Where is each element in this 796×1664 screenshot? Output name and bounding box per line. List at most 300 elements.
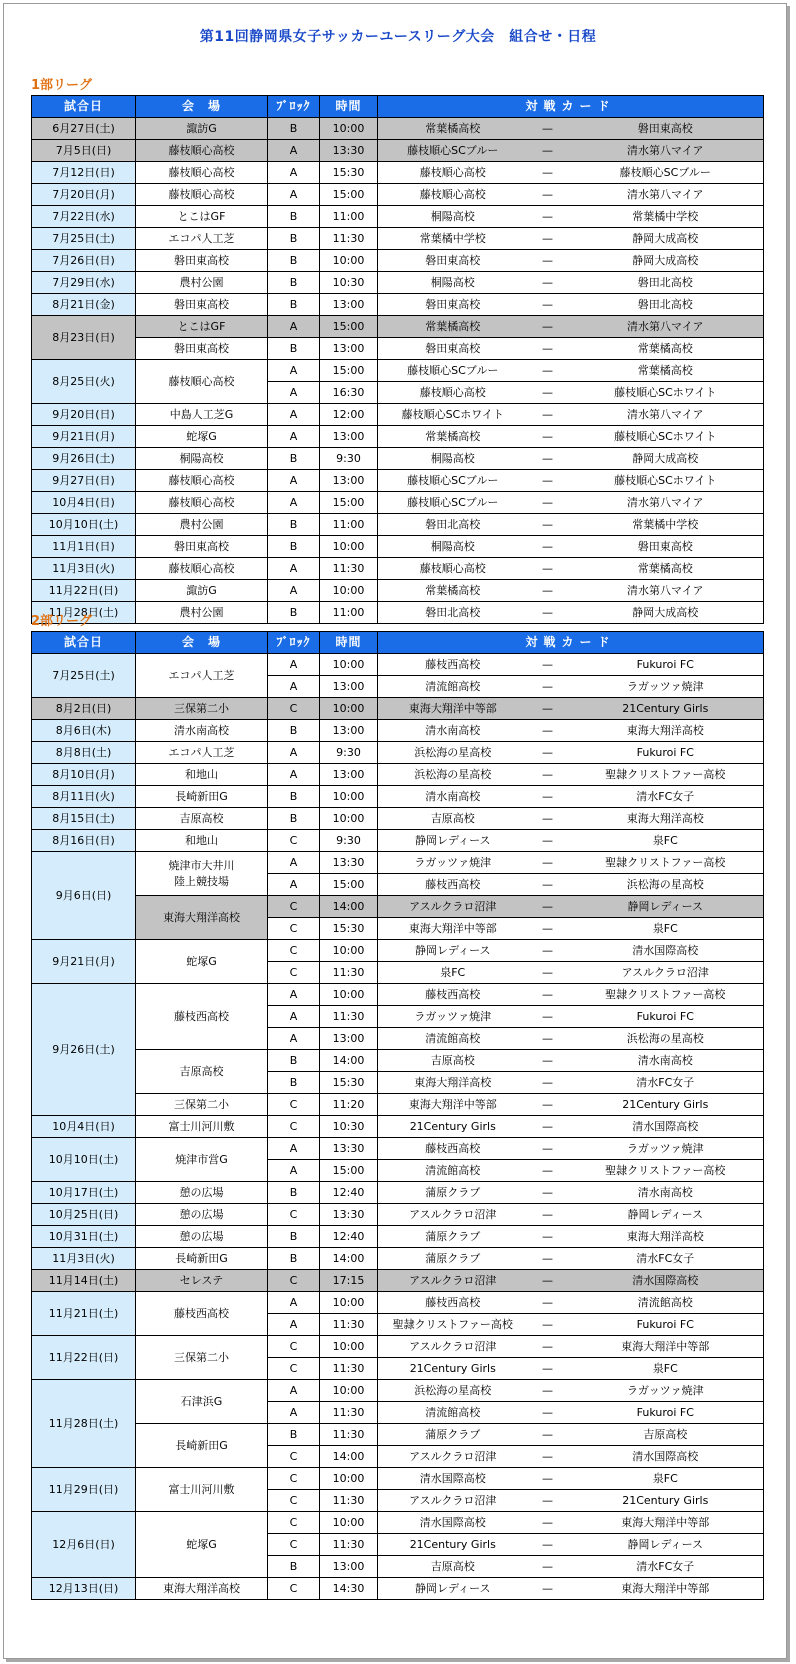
match-row (32, 1138, 764, 1160)
match-venue: エコパ人工芝 (136, 228, 268, 250)
away-team: 磐田東高校 (568, 536, 764, 558)
match-row (32, 316, 764, 338)
match-row (32, 448, 764, 470)
match-time: 11:20 (320, 1094, 378, 1116)
home-team: 藤枝順心SCブルー (378, 360, 528, 382)
match-venue-line2: 陸上競技場 (174, 874, 229, 888)
match-time: 11:30 (320, 1424, 378, 1446)
match-block: B (268, 338, 320, 360)
match-row (32, 1182, 764, 1204)
versus-dash: — (528, 250, 568, 272)
away-team: 藤枝順心SCホワイト (568, 426, 764, 448)
match-time: 15:30 (320, 1072, 378, 1094)
home-team: 磐田北高校 (378, 602, 528, 624)
versus-dash: — (528, 984, 568, 1006)
league1-table (31, 95, 764, 624)
match-row (32, 140, 764, 162)
home-team: 東海大翔洋高校 (378, 1072, 528, 1094)
versus-dash: — (528, 764, 568, 786)
versus-dash: — (528, 1490, 568, 1512)
match-time: 11:30 (320, 1006, 378, 1028)
versus-dash: — (528, 602, 568, 624)
home-team: 清水国際高校 (378, 1468, 528, 1490)
home-team: 静岡レディース (378, 830, 528, 852)
away-team: 清水国際高校 (568, 1446, 764, 1468)
home-team: 静岡レディース (378, 940, 528, 962)
match-row (32, 830, 764, 852)
match-block: B (268, 602, 320, 624)
versus-dash: — (528, 1512, 568, 1534)
match-date: 11月14日(土) (32, 1270, 136, 1292)
home-team: 浜松海の星高校 (378, 1380, 528, 1402)
match-block: A (268, 140, 320, 162)
away-team: 静岡大成高校 (568, 448, 764, 470)
match-date: 10月25日(日) (32, 1204, 136, 1226)
match-date: 11月28日(土) (32, 1380, 136, 1468)
home-team: 21Century Girls (378, 1116, 528, 1138)
match-date: 9月26日(土) (32, 984, 136, 1116)
match-block: C (268, 1490, 320, 1512)
home-team: 蒲原クラブ (378, 1424, 528, 1446)
match-block: A (268, 1006, 320, 1028)
match-row (32, 294, 764, 316)
match-time: 13:00 (320, 294, 378, 316)
home-team: 常葉橘高校 (378, 316, 528, 338)
match-time: 11:30 (320, 962, 378, 984)
match-row (32, 808, 764, 830)
header-card: 対戦カード (378, 632, 764, 654)
match-time: 15:30 (320, 918, 378, 940)
versus-dash: — (528, 654, 568, 676)
away-team: 静岡大成高校 (568, 602, 764, 624)
home-team: 吉原高校 (378, 1050, 528, 1072)
match-time: 11:30 (320, 1490, 378, 1512)
match-time: 11:30 (320, 558, 378, 580)
versus-dash: — (528, 1292, 568, 1314)
match-block: A (268, 1292, 320, 1314)
match-block: A (268, 1314, 320, 1336)
match-venue: 三保第二小 (136, 1336, 268, 1380)
away-team: Fukuroi FC (568, 1006, 764, 1028)
match-time: 10:00 (320, 654, 378, 676)
away-team: 静岡レディース (568, 1534, 764, 1556)
away-team: ラガッツァ焼津 (568, 1138, 764, 1160)
home-team: 清水国際高校 (378, 1512, 528, 1534)
match-block: B (268, 1050, 320, 1072)
match-block: A (268, 470, 320, 492)
home-team: 蒲原クラブ (378, 1226, 528, 1248)
versus-dash: — (528, 720, 568, 742)
match-date: 8月15日(土) (32, 808, 136, 830)
home-team: 藤枝西高校 (378, 1138, 528, 1160)
versus-dash: — (528, 492, 568, 514)
home-team: アスルクラロ沼津 (378, 1204, 528, 1226)
match-block: B (268, 536, 320, 558)
match-date: 6月27日(土) (32, 118, 136, 140)
away-team: 東海大翔洋高校 (568, 808, 764, 830)
match-block: C (268, 1204, 320, 1226)
match-date: 10月31日(土) (32, 1226, 136, 1248)
header-row (32, 96, 764, 118)
away-team: 清水第八マイア (568, 492, 764, 514)
match-block: A (268, 360, 320, 382)
versus-dash: — (528, 896, 568, 918)
match-time: 12:40 (320, 1182, 378, 1204)
versus-dash: — (528, 426, 568, 448)
match-block: B (268, 720, 320, 742)
match-date: 9月20日(日) (32, 404, 136, 426)
match-venue: 磐田東高校 (136, 536, 268, 558)
match-row (32, 1116, 764, 1138)
home-team: 磐田東高校 (378, 294, 528, 316)
versus-dash: — (528, 272, 568, 294)
away-team: 静岡大成高校 (568, 228, 764, 250)
versus-dash: — (528, 1314, 568, 1336)
home-team: 藤枝順心高校 (378, 382, 528, 404)
match-date: 11月3日(火) (32, 558, 136, 580)
match-date: 7月25日(土) (32, 228, 136, 250)
match-time: 12:00 (320, 404, 378, 426)
home-team: 藤枝順心SCホワイト (378, 404, 528, 426)
away-team: 東海大翔洋高校 (568, 720, 764, 742)
away-team: 清水第八マイア (568, 404, 764, 426)
match-time: 10:00 (320, 808, 378, 830)
match-time: 12:40 (320, 1226, 378, 1248)
versus-dash: — (528, 448, 568, 470)
match-venue: 磐田東高校 (136, 294, 268, 316)
match-row (32, 1578, 764, 1600)
match-date: 8月25日(火) (32, 360, 136, 404)
match-block: B (268, 294, 320, 316)
match-block: B (268, 228, 320, 250)
match-block: A (268, 162, 320, 184)
match-block: B (268, 448, 320, 470)
home-team: 清水南高校 (378, 786, 528, 808)
match-block: A (268, 742, 320, 764)
match-block: B (268, 118, 320, 140)
home-team: アスルクラロ沼津 (378, 1490, 528, 1512)
versus-dash: — (528, 1556, 568, 1578)
versus-dash: — (528, 228, 568, 250)
versus-dash: — (528, 1358, 568, 1380)
home-team: 藤枝順心高校 (378, 558, 528, 580)
match-venue: 農村公園 (136, 272, 268, 294)
match-row (32, 1380, 764, 1402)
match-block: C (268, 918, 320, 940)
versus-dash: — (528, 1534, 568, 1556)
match-date: 7月25日(土) (32, 654, 136, 698)
away-team: 常葉橘高校 (568, 338, 764, 360)
versus-dash: — (528, 1270, 568, 1292)
match-block: A (268, 852, 320, 874)
match-venue: 蛇塚G (136, 940, 268, 984)
away-team: 磐田北高校 (568, 272, 764, 294)
match-date: 7月12日(日) (32, 162, 136, 184)
versus-dash: — (528, 1072, 568, 1094)
home-team: 藤枝順心SCブルー (378, 140, 528, 162)
home-team: 浜松海の星高校 (378, 742, 528, 764)
versus-dash: — (528, 1578, 568, 1600)
match-venue: とこはGF (136, 316, 268, 338)
match-row (32, 698, 764, 720)
match-venue: 桐陽高校 (136, 448, 268, 470)
versus-dash: — (528, 1050, 568, 1072)
match-venue: 長崎新田G (136, 786, 268, 808)
match-time: 10:00 (320, 940, 378, 962)
home-team: 常葉橘中学校 (378, 228, 528, 250)
versus-dash: — (528, 360, 568, 382)
match-date: 10月10日(土) (32, 1138, 136, 1182)
match-row (32, 184, 764, 206)
match-block: B (268, 1556, 320, 1578)
home-team: 藤枝順心高校 (378, 184, 528, 206)
match-date: 9月6日(日) (32, 852, 136, 940)
away-team: 常葉橘高校 (568, 558, 764, 580)
league2-label: 2部リーグ (31, 614, 93, 629)
match-row (32, 1226, 764, 1248)
match-time: 10:00 (320, 580, 378, 602)
away-team: 東海大翔洋高校 (568, 1226, 764, 1248)
match-venue: 磐田東高校 (136, 338, 268, 360)
match-block: B (268, 1182, 320, 1204)
match-time: 15:00 (320, 1160, 378, 1182)
match-venue: 藤枝順心高校 (136, 492, 268, 514)
away-team: 東海大翔洋中等部 (568, 1512, 764, 1534)
match-venue: 長崎新田G (136, 1248, 268, 1270)
match-venue: 憩の広場 (136, 1182, 268, 1204)
match-venue: 藤枝順心高校 (136, 360, 268, 404)
match-row (32, 514, 764, 536)
match-venue: 諏訪G (136, 118, 268, 140)
away-team: Fukuroi FC (568, 1402, 764, 1424)
match-time: 15:30 (320, 162, 378, 184)
match-date: 8月10日(月) (32, 764, 136, 786)
match-date: 9月27日(日) (32, 470, 136, 492)
match-date: 8月6日(木) (32, 720, 136, 742)
home-team: 常葉橘高校 (378, 118, 528, 140)
match-block: C (268, 1358, 320, 1380)
match-venue: 和地山 (136, 830, 268, 852)
match-date: 7月5日(日) (32, 140, 136, 162)
match-block: C (268, 962, 320, 984)
match-venue: 藤枝順心高校 (136, 558, 268, 580)
match-date: 10月10日(土) (32, 514, 136, 536)
match-row (32, 580, 764, 602)
match-time: 15:00 (320, 360, 378, 382)
versus-dash: — (528, 1226, 568, 1248)
match-time: 15:00 (320, 874, 378, 896)
match-time: 13:00 (320, 764, 378, 786)
match-date: 11月3日(火) (32, 1248, 136, 1270)
away-team: 藤枝順心SCホワイト (568, 470, 764, 492)
match-venue: 焼津市営G (136, 1138, 268, 1182)
match-time: 14:30 (320, 1578, 378, 1600)
match-date: 7月20日(月) (32, 184, 136, 206)
match-date: 12月13日(日) (32, 1578, 136, 1600)
match-block: B (268, 808, 320, 830)
match-date: 10月17日(土) (32, 1182, 136, 1204)
match-date: 7月22日(水) (32, 206, 136, 228)
header-block: ﾌﾞﾛｯｸ (268, 632, 320, 654)
home-team: 磐田東高校 (378, 250, 528, 272)
match-time: 10:00 (320, 536, 378, 558)
match-venue: 諏訪G (136, 580, 268, 602)
match-block: B (268, 1226, 320, 1248)
match-date: 9月21日(月) (32, 426, 136, 448)
match-date: 10月4日(日) (32, 492, 136, 514)
match-time: 17:15 (320, 1270, 378, 1292)
match-block: C (268, 940, 320, 962)
match-row (32, 786, 764, 808)
match-row (32, 1204, 764, 1226)
match-date: 11月21日(土) (32, 1292, 136, 1336)
home-team: 常葉橘高校 (378, 426, 528, 448)
away-team: 清流館高校 (568, 1292, 764, 1314)
match-time: 9:30 (320, 830, 378, 852)
versus-dash: — (528, 1204, 568, 1226)
match-row (32, 162, 764, 184)
match-venue: 長崎新田G (136, 1424, 268, 1468)
versus-dash: — (528, 294, 568, 316)
away-team: 聖隷クリストファー高校 (568, 1160, 764, 1182)
away-team: 21Century Girls (568, 698, 764, 720)
match-row (32, 654, 764, 676)
match-row (32, 984, 764, 1006)
header-block: ﾌﾞﾛｯｸ (268, 96, 320, 118)
match-row (32, 1050, 764, 1072)
match-block: A (268, 1138, 320, 1160)
versus-dash: — (528, 470, 568, 492)
versus-dash: — (528, 1424, 568, 1446)
match-time: 13:00 (320, 720, 378, 742)
versus-dash: — (528, 962, 568, 984)
home-team: 清流館高校 (378, 1028, 528, 1050)
match-row (32, 1270, 764, 1292)
away-team: Fukuroi FC (568, 1314, 764, 1336)
match-date: 7月29日(水) (32, 272, 136, 294)
match-row (32, 360, 764, 382)
match-block: A (268, 316, 320, 338)
header-date: 試合日 (32, 632, 136, 654)
match-time: 14:00 (320, 1050, 378, 1072)
away-team: 泉FC (568, 1358, 764, 1380)
match-venue: 農村公園 (136, 602, 268, 624)
home-team: 蒲原クラブ (378, 1182, 528, 1204)
away-team: 聖隷クリストファー高校 (568, 764, 764, 786)
match-block: B (268, 206, 320, 228)
match-row (32, 118, 764, 140)
versus-dash: — (528, 918, 568, 940)
away-team: Fukuroi FC (568, 654, 764, 676)
match-row (32, 896, 764, 918)
versus-dash: — (528, 1248, 568, 1270)
away-team: 泉FC (568, 918, 764, 940)
match-block: C (268, 830, 320, 852)
away-team: ラガッツァ焼津 (568, 676, 764, 698)
home-team: 21Century Girls (378, 1534, 528, 1556)
versus-dash: — (528, 808, 568, 830)
match-row (32, 272, 764, 294)
match-time: 10:00 (320, 698, 378, 720)
versus-dash: — (528, 1446, 568, 1468)
match-time: 10:00 (320, 1336, 378, 1358)
home-team: 藤枝順心SCブルー (378, 470, 528, 492)
match-date: 11月22日(日) (32, 580, 136, 602)
match-row (32, 940, 764, 962)
home-team: 清流館高校 (378, 676, 528, 698)
match-venue: セレステ (136, 1270, 268, 1292)
home-team: アスルクラロ沼津 (378, 896, 528, 918)
home-team: 藤枝西高校 (378, 1292, 528, 1314)
match-venue: 石津浜G (136, 1380, 268, 1424)
match-block: A (268, 1380, 320, 1402)
match-row (32, 764, 764, 786)
match-time: 16:30 (320, 382, 378, 404)
match-venue-line1: 焼津市大井川 (168, 858, 235, 872)
away-team: 常葉橘中学校 (568, 206, 764, 228)
match-time: 10:00 (320, 1380, 378, 1402)
home-team: ラガッツァ焼津 (378, 852, 528, 874)
match-block: A (268, 1160, 320, 1182)
match-block: B (268, 1424, 320, 1446)
match-block: C (268, 1446, 320, 1468)
match-block: C (268, 1336, 320, 1358)
match-block: B (268, 272, 320, 294)
versus-dash: — (528, 830, 568, 852)
match-block: B (268, 1248, 320, 1270)
match-row (32, 1094, 764, 1116)
match-row (32, 338, 764, 360)
match-date: 7月26日(日) (32, 250, 136, 272)
match-time: 13:00 (320, 1028, 378, 1050)
match-venue: 吉原高校 (136, 808, 268, 830)
match-date: 11月1日(日) (32, 536, 136, 558)
match-block: A (268, 382, 320, 404)
match-block: A (268, 654, 320, 676)
versus-dash: — (528, 514, 568, 536)
match-block: A (268, 558, 320, 580)
match-venue: 蛇塚G (136, 426, 268, 448)
home-team: 桐陽高校 (378, 206, 528, 228)
match-venue: とこはGF (136, 206, 268, 228)
match-row (32, 1468, 764, 1490)
away-team: 東海大翔洋中等部 (568, 1578, 764, 1600)
match-date: 8月21日(金) (32, 294, 136, 316)
match-venue: 三保第二小 (136, 1094, 268, 1116)
versus-dash: — (528, 558, 568, 580)
match-time: 10:00 (320, 1292, 378, 1314)
versus-dash: — (528, 1468, 568, 1490)
match-block: B (268, 786, 320, 808)
away-team: 藤枝順心SCブルー (568, 162, 764, 184)
match-row (32, 470, 764, 492)
match-block: A (268, 1028, 320, 1050)
home-team: 桐陽高校 (378, 536, 528, 558)
match-venue: 農村公園 (136, 514, 268, 536)
match-time: 11:30 (320, 1358, 378, 1380)
versus-dash: — (528, 206, 568, 228)
versus-dash: — (528, 676, 568, 698)
versus-dash: — (528, 1336, 568, 1358)
versus-dash: — (528, 184, 568, 206)
match-block: A (268, 580, 320, 602)
home-team: 東海大翔洋中等部 (378, 918, 528, 940)
versus-dash: — (528, 140, 568, 162)
match-time: 13:00 (320, 426, 378, 448)
match-block: A (268, 404, 320, 426)
away-team: 常葉橘高校 (568, 360, 764, 382)
match-venue: エコパ人工芝 (136, 654, 268, 698)
